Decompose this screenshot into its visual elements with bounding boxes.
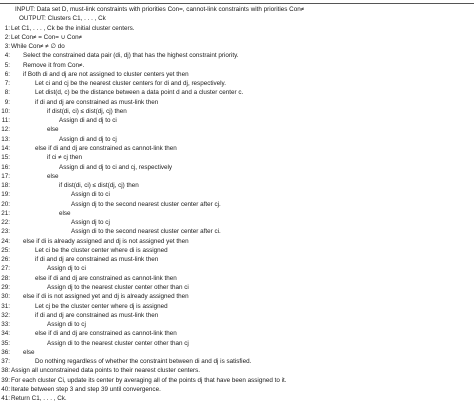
line-number: 21: [1, 209, 10, 217]
line-text: Assign dj to ci [47, 265, 86, 273]
line-number: 13: [1, 135, 10, 143]
line-number: 28: [1, 274, 10, 282]
line-number: 37: [1, 358, 10, 366]
line-text: else if di and dj are constrained as cannot-link then [35, 274, 177, 282]
line-number: 39: [1, 376, 10, 384]
line-number: 24: [1, 237, 10, 245]
line-text: else if di and dj are constrained as cannot-link then [35, 144, 177, 152]
line-number: 1: [4, 24, 10, 32]
line-text: Let C1, . . . , Ck be the initial cluster centers. [11, 24, 135, 32]
line-text: Let ci and cj be the nearest cluster centers for di and dj, respectively. [35, 80, 226, 88]
algorithm-line [0, 14, 474, 23]
line-text: Assign di to the second nearest cluster center after ci. [71, 228, 221, 236]
algorithm-line [0, 172, 474, 181]
line-number: 41: [1, 395, 10, 403]
line-number: 36: [1, 348, 10, 356]
algorithm-line [0, 264, 474, 273]
line-text: Let cj be the cluster center where dj is assigned [35, 302, 168, 310]
algorithm-line [0, 125, 474, 134]
line-text: else [47, 172, 59, 180]
algorithm-line [0, 200, 474, 209]
line-text: if ci ≠ cj then [47, 154, 82, 162]
algorithm-line [0, 227, 474, 236]
line-text: if di and dj are constrained as must-link then [35, 98, 159, 106]
line-number: 40: [1, 385, 10, 393]
line-text: Assign dj to cj [71, 219, 110, 227]
algorithm-line [0, 366, 474, 375]
algorithm-line [0, 376, 474, 385]
line-number: 27: [1, 265, 10, 273]
line-number: 26: [1, 256, 10, 264]
line-number: 3: [4, 43, 10, 51]
line-number: 18: [1, 182, 10, 190]
line-text: OUTPUT: Clusters C1, . . . , Ck [19, 15, 106, 23]
line-number: 11: [1, 117, 10, 125]
line-text: else [47, 126, 59, 134]
algorithm-line [0, 255, 474, 264]
algorithm-line [0, 329, 474, 338]
line-text: Assign di and dj to ci and cj, respectively [59, 163, 173, 171]
algorithm-line [0, 274, 474, 283]
line-text: Iterate between step 3 and step 39 until convergence. [11, 385, 161, 393]
line-number: 2: [4, 33, 10, 41]
line-text: Let Con≠ = Con= ∪ Con≠ [11, 33, 83, 41]
algorithm-line [0, 135, 474, 144]
algorithm-line [0, 246, 474, 255]
line-text: else [23, 348, 35, 356]
line-number: 20: [1, 200, 10, 208]
line-number: 16: [1, 163, 10, 171]
line-text: if dist(di, ci) ≤ dist(dj, cj) then [59, 182, 139, 190]
line-number: 15: [1, 154, 10, 162]
algorithm-line [0, 70, 474, 79]
algorithm-line [0, 79, 474, 88]
line-text: Assign di to cj [47, 321, 86, 329]
algorithm-line [0, 237, 474, 246]
algorithm-line [0, 42, 474, 51]
algorithm-line [0, 218, 474, 227]
line-text: INPUT: Data set D, must-link constraints with priorities Con=, cannot-link constraints with priorities Con≠ [15, 6, 305, 13]
line-text: else if di is not assigned yet and dj is already assigned then [23, 293, 189, 301]
line-number: 38: [1, 367, 10, 375]
top-rule [0, 3, 474, 4]
line-number: 25: [1, 246, 10, 254]
algorithm-line [0, 88, 474, 97]
line-number: 30: [1, 293, 10, 301]
algorithm-line [0, 385, 474, 394]
algorithm-line [0, 357, 474, 366]
algorithm-line [0, 181, 474, 190]
algorithm-line [0, 209, 474, 218]
algorithm-line [0, 302, 474, 311]
line-text: Assign di and dj to ci [59, 117, 117, 125]
line-text: Select the constrained data pair (di, dj) that has the highest constraint priority. [23, 52, 239, 60]
algorithm-line [0, 51, 474, 60]
algorithm-line [0, 98, 474, 107]
algorithm-line [0, 339, 474, 348]
line-number: 7: [4, 80, 10, 88]
algorithm-lines [0, 5, 474, 403]
algorithm-line [0, 320, 474, 329]
algorithm-line [0, 283, 474, 292]
algorithm-line [0, 311, 474, 320]
line-number: 34: [1, 330, 10, 338]
line-text: Let dist(d, c) be the distance between a data point d and a cluster center c. [35, 89, 244, 97]
line-number: 33: [1, 321, 10, 329]
algorithm-line [0, 144, 474, 153]
line-number: 29: [1, 283, 10, 291]
line-text: Assign di and dj to cj [59, 135, 117, 143]
line-text: Do nothing regardless of whether the constraint between di and dj is satisfied. [35, 358, 252, 366]
line-text: Assign dj to the second nearest cluster center after cj. [71, 200, 221, 208]
line-text: Assign di to ci [71, 191, 110, 199]
line-number: 9: [4, 98, 10, 106]
algorithm-line [0, 61, 474, 70]
algorithm-line [0, 24, 474, 33]
line-text: if Both di and dj are not assigned to cluster centers yet then [23, 70, 189, 78]
algorithm-line [0, 153, 474, 162]
line-number: 19: [1, 191, 10, 199]
line-number: 12: [1, 126, 10, 134]
line-number: 6: [4, 70, 10, 78]
algorithm-line [0, 292, 474, 301]
algorithm-line [0, 394, 474, 403]
line-text: Assign di to the nearest cluster center other than cj [47, 339, 189, 347]
algorithm-line [0, 107, 474, 116]
line-text: else if di is already assigned and dj is not assigned yet then [23, 237, 189, 245]
algorithm-line [0, 348, 474, 357]
line-text: if di and dj are constrained as must-link then [35, 256, 159, 264]
line-text: Return C1, . . . , Ck. [11, 395, 67, 403]
line-number: 32: [1, 311, 10, 319]
line-number: 17: [1, 172, 10, 180]
line-text: if dist(di, ci) ≤ dist(dj, cj) then [47, 107, 127, 115]
line-number: 23: [1, 228, 10, 236]
line-number: 31: [1, 302, 10, 310]
line-number: 4: [4, 52, 10, 60]
algorithm-line [0, 190, 474, 199]
line-text: For each cluster Ci, update its center by averaging all of the points dj that have been assigned to it. [11, 376, 287, 384]
algorithm-line [0, 116, 474, 125]
algorithm-line [0, 33, 474, 42]
line-text: Remove it from Con≠. [23, 61, 85, 69]
line-text: Let ci be the cluster center where di is assigned [35, 246, 168, 254]
algorithm-line [0, 163, 474, 172]
line-number: 8: [4, 89, 10, 97]
line-number: 10: [1, 107, 10, 115]
line-number: 5: [4, 61, 10, 69]
line-text: While Con≠ ≠ ∅ do [11, 43, 65, 51]
line-text: if di and dj are constrained as must-link then [35, 311, 159, 319]
line-number: 35: [1, 339, 10, 347]
algorithm-line [0, 5, 474, 14]
line-text: else [59, 209, 71, 217]
line-text: Assign all unconstrained data points to their nearest cluster centers. [11, 367, 201, 375]
line-text: Assign dj to the nearest cluster center other than ci [47, 283, 189, 291]
line-number: 22: [1, 219, 10, 227]
line-number: 14: [1, 144, 10, 152]
line-text: else if di and dj are constrained as cannot-link then [35, 330, 177, 338]
